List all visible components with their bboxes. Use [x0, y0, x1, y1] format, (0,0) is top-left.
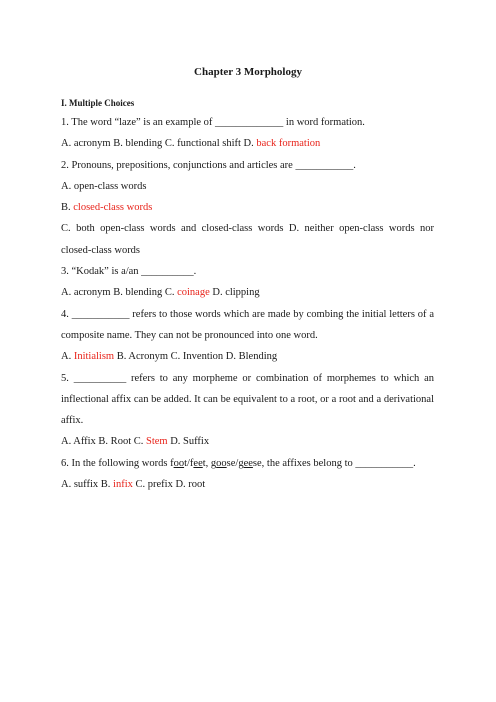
answer-highlight: Stem [145, 436, 168, 448]
options-text: C. prefix D. root [132, 479, 206, 491]
options-text: D. clipping [209, 287, 260, 299]
options-text: B. [61, 202, 74, 214]
stem-text: se/g [226, 457, 244, 469]
question-1-options [61, 133, 434, 154]
answer-highlight: back formation [256, 138, 321, 150]
answer-highlight: Initialism [73, 351, 115, 363]
stem-text: 6. In the following words f [61, 457, 174, 469]
options-text: A. Affix B. Root C. [61, 436, 146, 448]
stem-text: t/f [184, 457, 194, 469]
question-3-options [61, 282, 434, 303]
question-2-option-cd: C. both open-class words and closed-class words D. neither open-class words nor closed-class words [61, 223, 434, 256]
page-title: Chapter 3 Morphology [194, 66, 302, 78]
question-2-option-a: A. open-class words [61, 180, 147, 192]
underlined-vowel: ee [243, 457, 253, 469]
options-text: A. acronym B. blending C. [61, 287, 178, 299]
question-5-options [61, 431, 434, 452]
options-text: A. suffix B. [61, 479, 114, 491]
question-list [61, 112, 434, 495]
stem-text: se, the affixes belong to ___________. [252, 457, 416, 469]
answer-highlight: closed-class words [73, 202, 153, 214]
question-2-option-b [61, 197, 434, 218]
question-5-stem: 5. __________ refers to any morpheme or combination of morphemes to which an inflectional affix can be added. It can be equivalent to a root, or a root and a derivational affix. [61, 372, 434, 427]
question-6-options [61, 474, 434, 495]
question-4-stem: 4. ___________ refers to those words which are made by combing the initial letters of a composite name. They can not be pronounced into one word. [61, 308, 434, 341]
options-text: B. Acronym C. Invention D. Blending [114, 351, 278, 363]
question-1-stem: 1. The word “laze” is an example of _____________ in word formation. [61, 117, 365, 128]
answer-highlight: coinage [177, 287, 210, 299]
answer-highlight: infix [113, 479, 133, 491]
options-text: A. acronym B. blending C. functional shift D. [61, 138, 257, 150]
options-text: D. Suffix [167, 436, 210, 448]
question-3-stem: 3. “Kodak” is a/an __________. [61, 266, 197, 278]
question-4-options [61, 346, 434, 367]
question-2-stem: 2. Pronouns, prepositions, conjunctions and articles are ___________. [61, 159, 356, 171]
question-6-stem [61, 453, 434, 474]
stem-text: t, g [202, 457, 217, 469]
options-text: A. [61, 351, 74, 363]
underlined-vowel: oo [173, 457, 185, 469]
underlined-vowel: oo [216, 457, 227, 469]
underlined-vowel: ee [193, 457, 203, 469]
section-heading: I. Multiple Choices [61, 98, 135, 108]
